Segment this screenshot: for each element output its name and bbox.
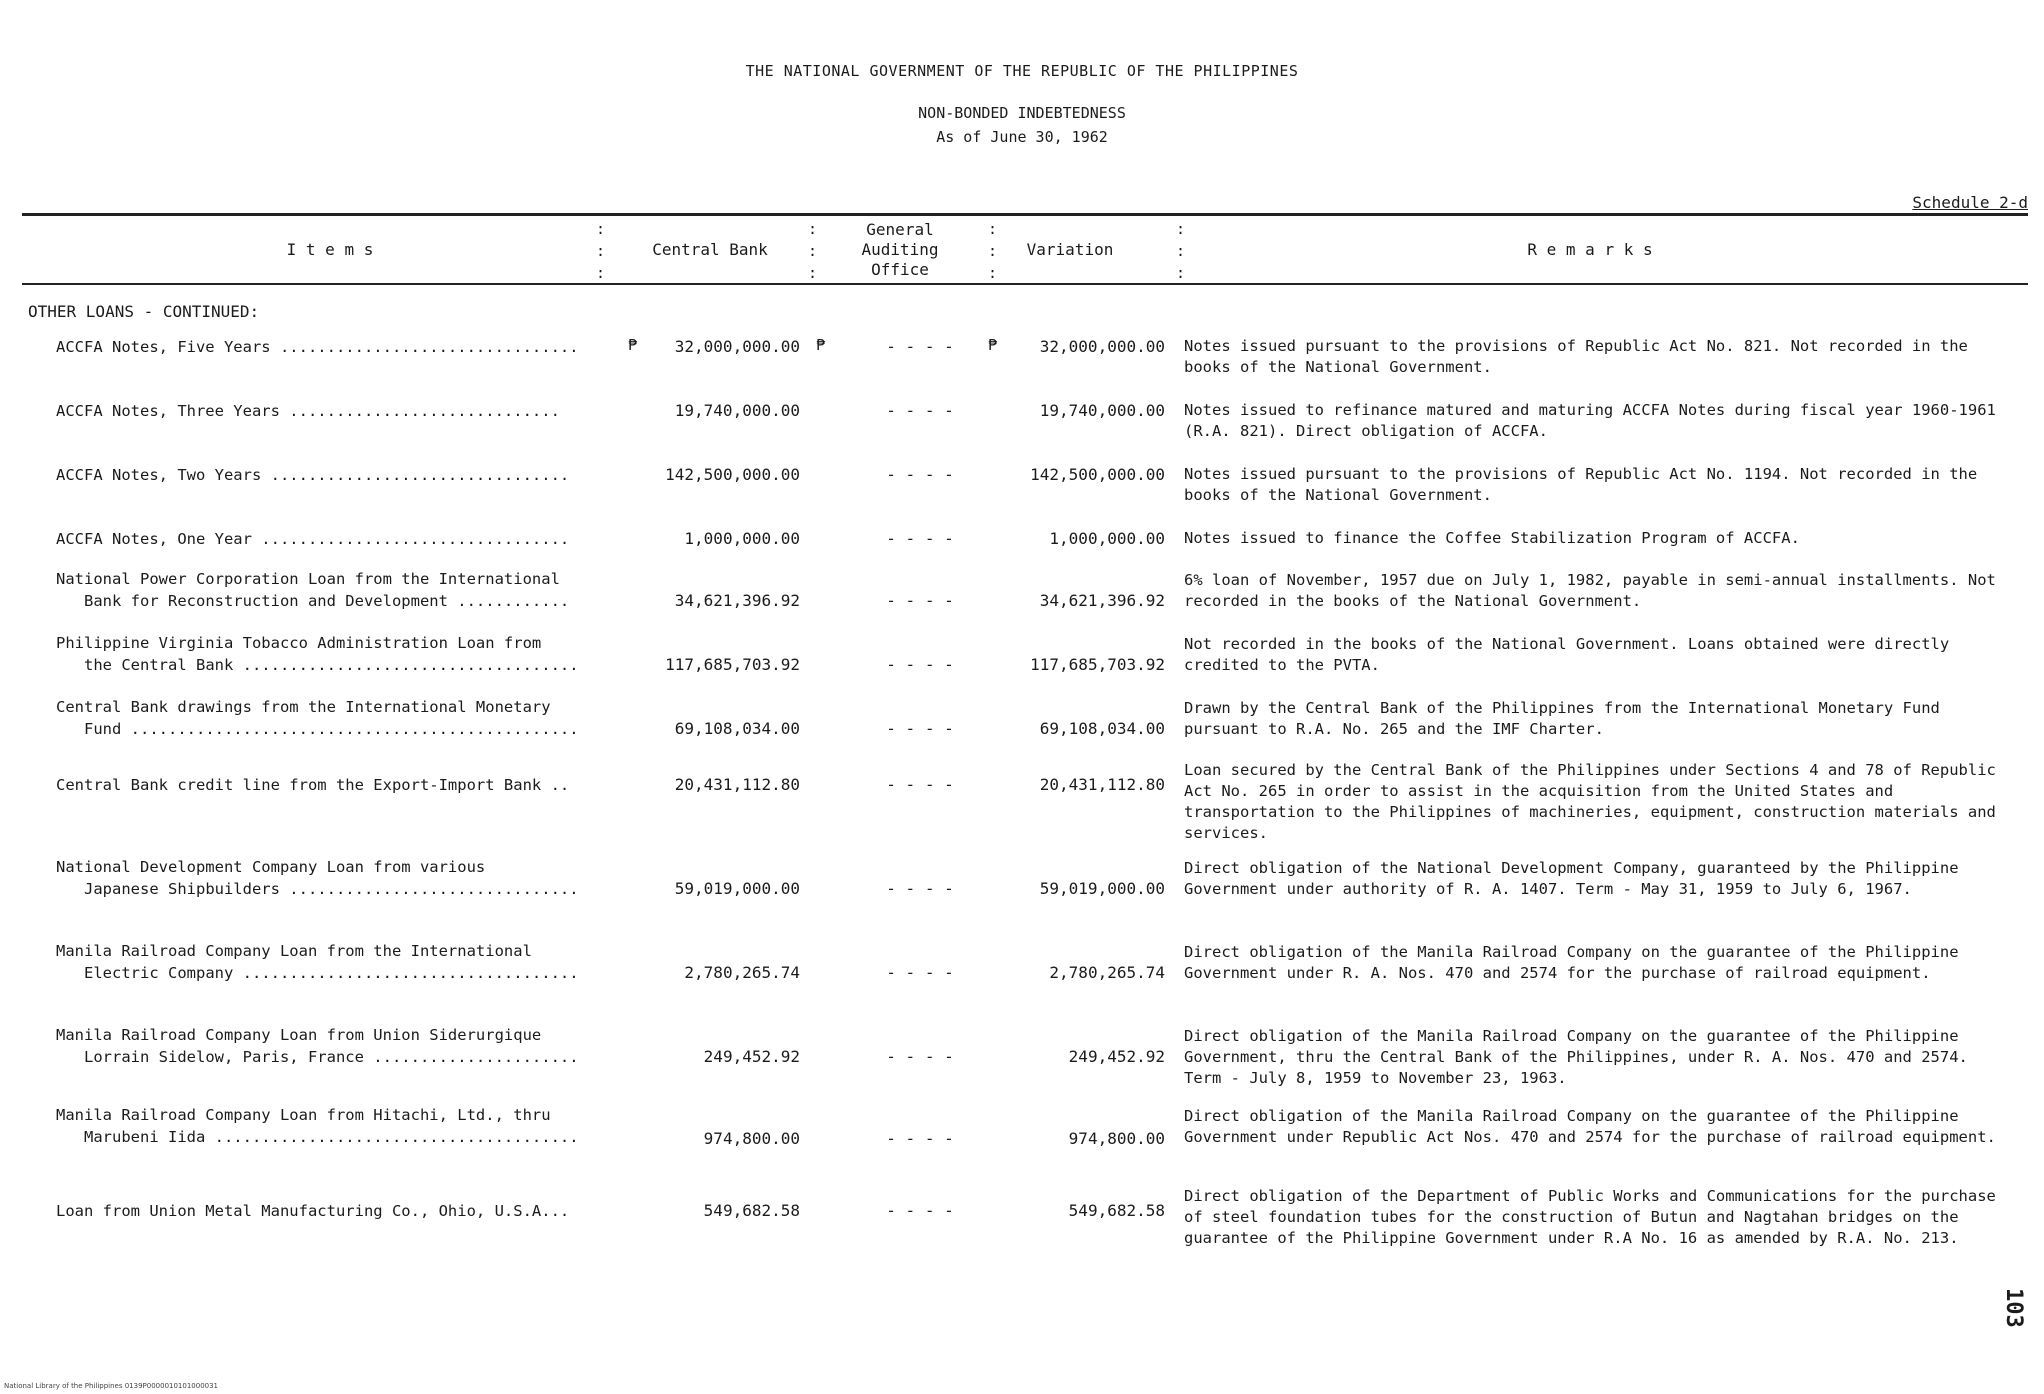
variation-value: 69,108,034.00: [1039, 719, 1165, 738]
central-bank-value: 142,500,000.00: [665, 465, 800, 484]
row-item: National Power Corporation Loan from the International Bank for Reconstruction and Development ............: [56, 570, 570, 610]
row-item: ACCFA Notes, Three Years .............................: [56, 402, 560, 420]
variation-value: 549,682.58: [1068, 1201, 1165, 1220]
gao-value: - - - -: [886, 401, 954, 420]
row-item: National Development Company Loan from various Japanese Shipbuilders ...............................: [56, 858, 579, 898]
central-bank-value: 19,740,000.00: [674, 401, 800, 420]
row-item: Manila Railroad Company Loan from Union Siderurgique Lorrain Sidelow, Paris, France ......................: [56, 1026, 579, 1066]
header-rule-bottom: [22, 283, 2028, 285]
variation-value: 19,740,000.00: [1039, 401, 1165, 420]
central-bank-value: 69,108,034.00: [674, 719, 800, 738]
variation-value: 117,685,703.92: [1030, 655, 1165, 674]
central-bank-value: 59,019,000.00: [674, 879, 800, 898]
gao-value: - - - -: [886, 719, 954, 738]
row-item: Manila Railroad Company Loan from Hitachi, Ltd., thru Marubeni Iida .......................................: [56, 1106, 579, 1146]
central-bank-value: 2,780,265.74: [684, 963, 800, 982]
row-item: Philippine Virginia Tobacco Administration Loan from the Central Bank ....................................: [56, 634, 579, 674]
gao-value: - - - -: [886, 1129, 954, 1148]
row-item: Central Bank drawings from the International Monetary Fund ................................................: [56, 698, 579, 738]
column-header-remarks: R e m a r k s: [1527, 240, 1653, 259]
footer-note: National Library of the Philippines 0139P0000010101000031: [4, 1382, 219, 1390]
row-remarks: Direct obligation of the Department of Public Works and Communications for the purchase of steel foundation tubes for the construction of Butun and Nagtahan bridges on the guarantee of the Philippine Government under R.A No. 16 as amended by R.A. No. 213.: [1184, 1187, 1996, 1247]
column-separator: : : :: [988, 220, 998, 282]
document-date: As of June 30, 1962: [936, 128, 1108, 146]
row-item: Manila Railroad Company Loan from the International Electric Company ....................................: [56, 942, 579, 982]
document-title: THE NATIONAL GOVERNMENT OF THE REPUBLIC OF THE PHILIPPINES: [745, 62, 1299, 80]
gao-value: - - - -: [886, 1201, 954, 1220]
row-remarks: Direct obligation of the Manila Railroad Company on the guarantee of the Philippine Government under Republic Act Nos. 470 and 2574 for the purchase of railroad equipment.: [1184, 1107, 1996, 1146]
row-remarks: 6% loan of November, 1957 due on July 1, 1982, payable in semi-annual installments. Not recorded in the books of the National Government.: [1184, 571, 1996, 610]
column-separator: : : :: [596, 220, 606, 282]
variation-value: 59,019,000.00: [1039, 879, 1165, 898]
variation-value: 2,780,265.74: [1049, 963, 1165, 982]
gao-value: - - - -: [886, 963, 954, 982]
gao-value: - - - -: [886, 1047, 954, 1066]
central-bank-value: 34,621,396.92: [674, 591, 800, 610]
row-remarks: Loan secured by the Central Bank of the Philippines under Sections 4 and 78 of Republic Act No. 265 in order to assist in the acquisition from the United States and transportation to the Philippines of machineries, equipment, construction materials and services.: [1184, 761, 1996, 842]
column-separator: : : :: [1176, 220, 1186, 282]
row-remarks: Direct obligation of the National Development Company, guaranteed by the Philippine Government under authority of R. A. 1407. Term - May 31, 1959 to July 6, 1967.: [1184, 859, 1959, 898]
central-bank-value: 20,431,112.80: [674, 775, 800, 794]
row-remarks: Direct obligation of the Manila Railroad Company on the guarantee of the Philippine Government under R. A. Nos. 470 and 2574 for the purchase of railroad equipment.: [1184, 943, 1959, 982]
row-remarks: Notes issued to refinance matured and maturing ACCFA Notes during fiscal year 1960-1961 (R.A. 821). Direct obligation of ACCFA.: [1184, 401, 1996, 440]
gao-value: - - - -: [886, 337, 954, 356]
central-bank-value: 249,452.92: [703, 1047, 800, 1066]
gao-value: - - - -: [886, 529, 954, 548]
central-bank-value: 117,685,703.92: [665, 655, 800, 674]
peso-sign: ₱: [816, 336, 826, 354]
central-bank-value: 1,000,000.00: [684, 529, 800, 548]
gao-value: - - - -: [886, 775, 954, 794]
row-item: Loan from Union Metal Manufacturing Co., Ohio, U.S.A...: [56, 1202, 570, 1220]
column-header-gao: General Auditing Office: [861, 220, 939, 279]
row-remarks: Notes issued pursuant to the provisions of Republic Act No. 821. Not recorded in the books of the National Government.: [1184, 337, 1968, 376]
variation-value: 20,431,112.80: [1039, 775, 1165, 794]
row-remarks: Notes issued to finance the Coffee Stabilization Program of ACCFA.: [1184, 529, 1800, 547]
gao-value: - - - -: [886, 465, 954, 484]
schedule-label: Schedule 2-d: [1912, 193, 2028, 212]
column-header-central-bank: Central Bank: [652, 240, 768, 259]
variation-value: 1,000,000.00: [1049, 529, 1165, 548]
variation-value: 249,452.92: [1068, 1047, 1165, 1066]
row-item: ACCFA Notes, Two Years ................................: [56, 466, 570, 484]
variation-value: 34,621,396.92: [1039, 591, 1165, 610]
central-bank-value: 974,800.00: [703, 1129, 800, 1148]
row-item: ACCFA Notes, Five Years ................................: [56, 338, 579, 356]
row-remarks: Drawn by the Central Bank of the Philippines from the International Monetary Fund pursuant to R.A. No. 265 and the IMF Charter.: [1184, 699, 1940, 738]
column-separator: : : :: [808, 220, 818, 282]
column-header-items: I t e m s: [286, 240, 374, 259]
variation-value: 142,500,000.00: [1030, 465, 1165, 484]
row-item: Central Bank credit line from the Export-Import Bank ..: [56, 776, 570, 794]
page-number: 103: [2001, 1288, 2026, 1328]
peso-sign: ₱: [988, 336, 998, 354]
row-item: ACCFA Notes, One Year .................................: [56, 530, 570, 548]
row-remarks: Direct obligation of the Manila Railroad Company on the guarantee of the Philippine Government, thru the Central Bank of the Philippines, under R. A. Nos. 470 and 2574. Term - July 8, 1959 to November 23, 1963.: [1184, 1027, 1968, 1087]
central-bank-value: 32,000,000.00: [674, 337, 800, 356]
document-subtitle: NON-BONDED INDEBTEDNESS: [918, 104, 1126, 122]
row-remarks: Not recorded in the books of the National Government. Loans obtained were directly credited to the PVTA.: [1184, 635, 1950, 674]
section-label: OTHER LOANS - CONTINUED:: [28, 302, 260, 321]
variation-value: 32,000,000.00: [1039, 337, 1165, 356]
gao-value: - - - -: [886, 655, 954, 674]
gao-value: - - - -: [886, 879, 954, 898]
peso-sign: ₱: [628, 336, 638, 354]
header-rule-top: [22, 213, 2028, 216]
variation-value: 974,800.00: [1068, 1129, 1165, 1148]
column-header-variation: Variation: [1026, 240, 1114, 259]
gao-value: - - - -: [886, 591, 954, 610]
row-remarks: Notes issued pursuant to the provisions of Republic Act No. 1194. Not recorded in the books of the National Government.: [1184, 465, 1978, 504]
central-bank-value: 549,682.58: [703, 1201, 800, 1220]
